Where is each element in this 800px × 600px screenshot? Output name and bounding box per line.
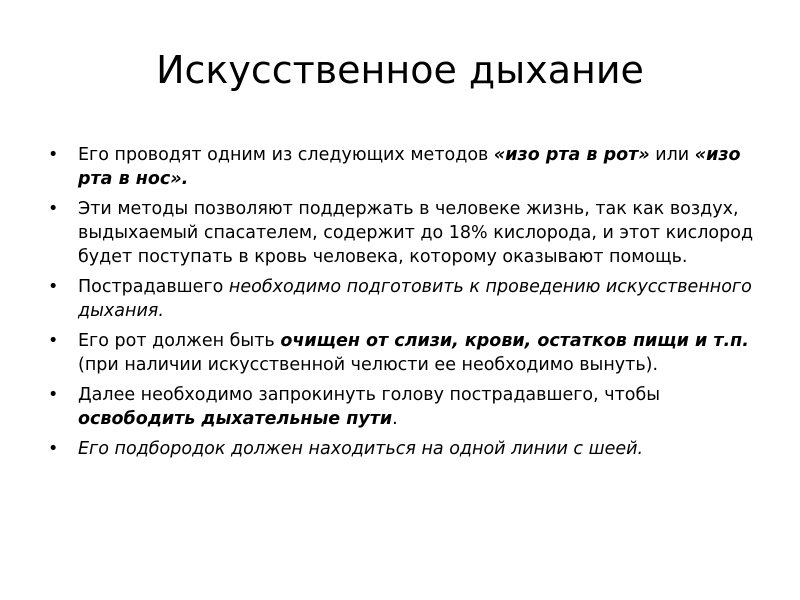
bullet-item [48,383,758,431]
bullet-text-normal: Эти методы позволяют поддержать в человеке жизнь, так как воздух, выдыхаемый спасателем, содержит до 18% кислорода, и этот кислород будет поступать в кровь человека, которому оказывают помощь. [78,199,754,267]
bullet-text-emphasis: очищен от слизи, крови, остатков пищи и т.п. [280,331,749,351]
bullet-dot: • [48,439,59,459]
bullet-text-normal: Пострадавшего [78,277,229,297]
bullet-text-normal: Его проводят одним из следующих методов [78,145,494,165]
bullet-text-normal: или [649,145,695,165]
bullet-text-emphasis: «изо рта в рот» [493,145,650,165]
bullet-text-emphasis: освободить дыхательные пути [78,409,393,429]
bullet-text-normal: Далее необходимо запрокинуть голову пострадавшего, чтобы [78,385,661,405]
bullet-text-normal: Его рот должен быть [78,331,281,351]
bullet-dot: • [48,199,59,219]
bullet-dot: • [48,385,59,405]
slide-title: Искусственное дыхание [156,48,644,92]
bullet-dot: • [48,331,59,351]
bullet-dot: • [48,145,59,165]
bullet-text-normal: . [392,409,398,429]
bullet-list [48,143,758,467]
bullet-text-italic: Его подбородок должен находиться на одной линии с шеей. [78,439,644,459]
bullet-item [48,329,758,377]
bullet-item [48,275,758,323]
bullet-text-emphasis: «изо рта в нос». [78,145,741,189]
bullet-item [48,197,758,269]
bullet-dot: • [48,277,59,297]
bullet-text-italic: необходимо подготовить к проведению искусственного дыхания. [78,277,752,321]
bullet-text-normal: (при наличии искусственной челюсти ее необходимо вынуть). [78,355,659,375]
bullet-item [48,437,758,461]
bullet-item [48,143,758,191]
